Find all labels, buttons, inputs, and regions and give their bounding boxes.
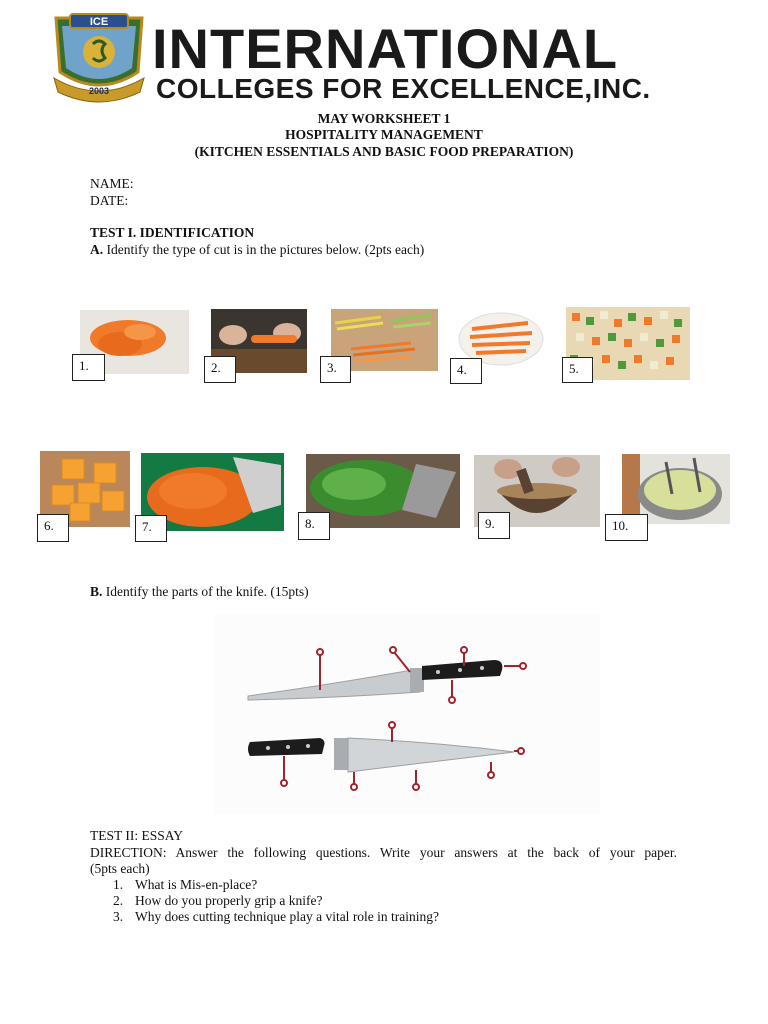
partB-instruction [90, 584, 309, 600]
picture-number-3: 3. [320, 356, 351, 383]
picture-number-6: 6. [37, 514, 69, 542]
test2-direction: DIRECTION: Answer the following questions. Write your answers at the back of your paper. [90, 845, 677, 860]
essay-question: 2. How do you properly grip a knife? [113, 893, 323, 908]
worksheet-title: MAY WORKSHEET 1 [317, 111, 451, 126]
picture-number-5: 5. [562, 357, 593, 383]
test1-heading: TEST I. IDENTIFICATION [90, 225, 255, 240]
partA-text: Identify the type of cut is in the pictures below. (2pts each) [106, 242, 425, 257]
org-name-line2: COLLEGES FOR EXCELLENCE,INC. [156, 73, 651, 104]
picture-number-9: 9. [478, 512, 510, 539]
essay-question-list [113, 877, 439, 925]
partB-label: B. [90, 584, 103, 599]
picture-number-8: 8. [298, 512, 330, 540]
svg-text:2003: 2003 [88, 86, 110, 96]
essay-question: 1. What is Mis-en-place? [113, 877, 258, 892]
picture-number-2: 2. [204, 356, 236, 383]
school-logo [48, 12, 150, 106]
picture-number-10: 10. [605, 514, 648, 541]
test2-points: (5pts each) [90, 861, 150, 876]
worksheet-subject: HOSPITALITY MANAGEMENT [285, 127, 483, 142]
name-label: NAME: [90, 176, 134, 191]
svg-text:ICE: ICE [89, 16, 109, 28]
test2-heading: TEST II: ESSAY [90, 828, 184, 843]
picture-number-1: 1. [72, 354, 105, 381]
picture-number-7: 7. [135, 515, 167, 542]
worksheet-topic: (KITCHEN ESSENTIALS AND BASIC FOOD PREPARATION) [194, 144, 574, 159]
knife-parts-diagram [214, 614, 600, 814]
partA-label: A. [90, 242, 104, 257]
essay-question: 3. Why does cutting technique play a vital role in training? [113, 909, 440, 924]
knife-bottom [248, 738, 514, 772]
date-label: DATE: [90, 193, 129, 208]
org-name-line1: INTERNATIONAL [152, 17, 619, 80]
partB-text: Identify the parts of the knife. (15pts) [105, 584, 309, 599]
partA-instruction [90, 242, 424, 258]
picture-number-4: 4. [450, 358, 482, 384]
